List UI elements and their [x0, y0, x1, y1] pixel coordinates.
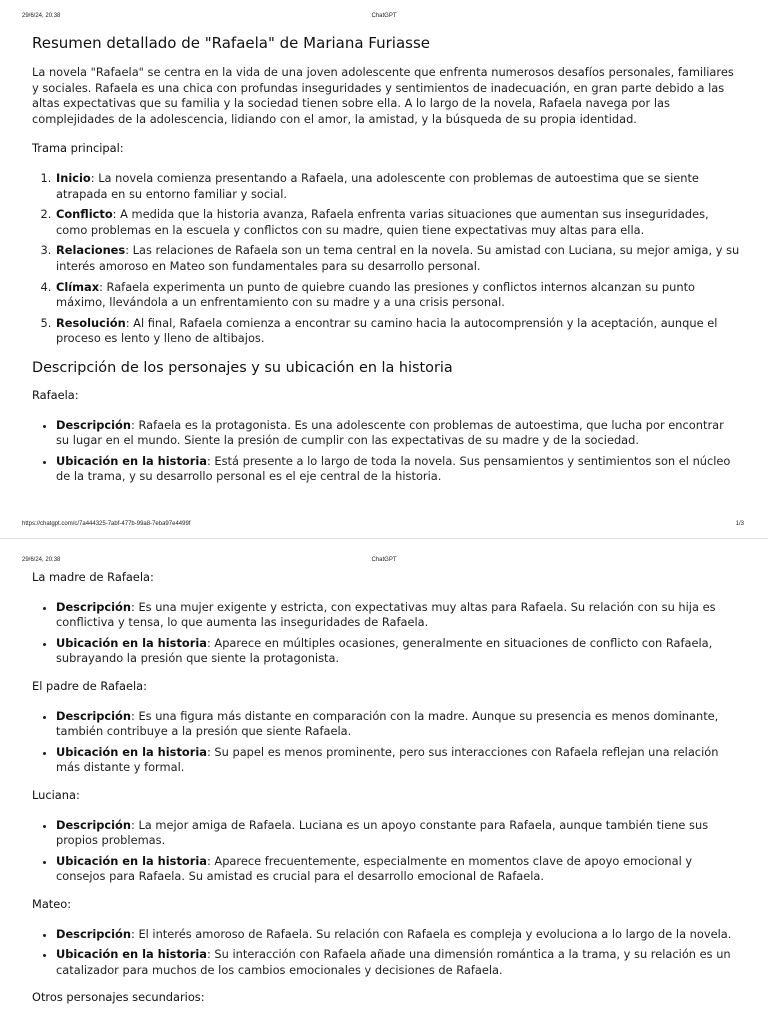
detail-text: : Rafaela es la protagonista. Es una adolescente con problemas de autoestima, que lucha por encontrar su lugar en el mundo. Siente la presión de cumplir con las expectativas de su madre y de la sociedad. [56, 417, 724, 448]
detail-term: Ubicación en la historia [56, 635, 207, 650]
detail-term: Descripción [56, 708, 131, 723]
print-footer-page-number: 1/3 [735, 521, 744, 527]
character-detail [55, 454, 740, 485]
plot-item-term: Inicio [56, 170, 91, 185]
plot-item [55, 316, 740, 347]
detail-term: Descripción [56, 599, 131, 614]
plot-item-text: : La novela comienza presentando a Rafaela, una adolescente con problemas de autoestima que se siente atrapada en su entorno familiar y social. [56, 170, 699, 201]
print-header-date: 29/6/24, 20:38 [22, 13, 61, 19]
detail-term: Descripción [56, 817, 131, 832]
character-details-list [32, 600, 740, 667]
page-1-content [32, 33, 740, 497]
plot-item-term: Relaciones [56, 243, 126, 258]
character-details-list [32, 927, 740, 979]
character-detail [55, 818, 740, 849]
character-details-list [32, 709, 740, 776]
detail-text: : Es una mujer exigente y estricta, con expectativas muy altas para Rafaela. Su relación con su hija es conflictiva y tensa, lo que aumenta las inseguridades de Rafaela. [56, 599, 716, 630]
print-header-date: 29/6/24, 20:38 [22, 557, 61, 563]
character-name: Luciana: [32, 787, 80, 802]
detail-term: Descripción [56, 926, 131, 941]
plot-item-text: : Al final, Rafaela comienza a encontrar su camino hacia la autocomprensión y la aceptación, aunque el proceso es lento y lleno de altibajos. [56, 315, 718, 346]
detail-text: : Su interacción con Rafaela añade una dimensión romántica a la trama, y su relación es un catalizador para muchos de los cambios emocionales y decisiones de Rafaela. [56, 947, 731, 977]
character-detail [55, 927, 740, 943]
character-detail [55, 709, 740, 740]
character-detail [55, 947, 740, 978]
detail-text: : Aparece frecuentemente, especialmente en momentos clave de apoyo emocional y consejos para Rafaela. Su amistad es crucial para el desarrollo emocional de Rafaela. [56, 853, 693, 884]
character-detail [55, 418, 740, 449]
plot-item [55, 280, 740, 311]
plot-item-term: Clímax [56, 279, 100, 294]
plot-item [55, 171, 740, 202]
plot-item [55, 207, 740, 238]
plot-heading: Trama principal: [32, 141, 124, 156]
plot-item-term: Resolución [56, 315, 126, 330]
character-details-list [32, 418, 740, 485]
intro-paragraph: La novela "Rafaela" se centra en la vida de una joven adolescente que enfrenta numerosos desafíos personales, familiares y sociales. Rafaela es una chica con profundas inseguridades y sentimientos de inadecuación, en gran parte debido a las altas expectativas que su familia y la sociedad tienen sobre ella. A lo largo de la novela, Rafaela navega por las complejidades de la adolescencia, lidiando con el amor, la amistad, y la búsqueda de su propia identidad. [32, 65, 734, 126]
character-name: El padre de Rafaela: [32, 678, 147, 693]
character-name: Rafaela: [32, 387, 79, 402]
character-name: La madre de Rafaela: [32, 570, 154, 584]
character-detail [55, 600, 740, 631]
detail-term: Ubicación en la historia [56, 744, 207, 759]
detail-text: : El interés amoroso de Rafaela. Su relación con Rafaela es compleja y evoluciona a lo largo de la novela. [130, 926, 732, 941]
detail-term: Descripción [56, 417, 131, 432]
print-header-title: ChatGPT [371, 557, 397, 563]
detail-term: Ubicación en la historia [56, 947, 207, 962]
print-footer-url: https://chatgpt.com/c/7a444325-7abf-477b-99a8-7eba97e4499f [22, 521, 191, 527]
detail-term: Ubicación en la historia [56, 453, 207, 468]
character-detail [55, 636, 740, 667]
page-2-content [32, 570, 740, 1020]
detail-term: Ubicación en la historia [56, 853, 207, 868]
plot-item [55, 243, 740, 274]
document-title: Resumen detallado de "Rafaela" de Mariana Furiasse [32, 34, 431, 52]
character-name: Mateo: [32, 896, 72, 911]
detail-text: : Es una figura más distante en comparación con la madre. Aunque su presencia es menos dominante, también contribuye a la presión que siente Rafaela. [56, 708, 719, 739]
pdf-page-2 [0, 550, 768, 1024]
detail-text: : Su papel es menos prominente, pero sus interacciones con Rafaela reflejan una relación más distante y formal. [56, 744, 719, 775]
detail-text: : La mejor amiga de Rafaela. Luciana es un apoyo constante para Rafaela, aunque también tiene sus propios problemas. [56, 817, 709, 848]
plot-item-text: : Las relaciones de Rafaela son un tema central en la novela. Su amistad con Luciana, su mejor amiga, y su interés amoroso en Mateo son fundamentales para su desarrollo personal. [56, 243, 740, 273]
plot-list [32, 171, 740, 347]
plot-item-text: : Rafaela experimenta un punto de quiebre cuando las presiones y conflictos internos alcanzan su punto máximo, llevándola a un enfrentamiento con su madre y a una crisis personal. [56, 279, 696, 310]
character-details-list [32, 818, 740, 885]
plot-item-term: Conflicto [56, 207, 113, 222]
detail-text: : Está presente a lo largo de toda la novela. Sus pensamientos y sentimientos son el núcleo de la trama, y su desarrollo personal es el eje central de la historia. [56, 453, 731, 484]
plot-item-text: : A medida que la historia avanza, Rafaela enfrenta varias situaciones que aumentan sus inseguridades, como problemas en la escuela y conflictos con su madre, quien tiene expectativas muy altas para ella. [56, 207, 709, 237]
character-detail [55, 854, 740, 885]
secondary-characters-heading: Otros personajes secundarios: [32, 990, 205, 1005]
detail-text: : Aparece en múltiples ocasiones, generalmente en situaciones de conflicto con Rafaela, subrayando la presión que siente la protagonista. [56, 635, 713, 666]
character-detail [55, 745, 740, 776]
characters-heading: Descripción de los personajes y su ubicación en la historia [32, 359, 453, 376]
print-header-title: ChatGPT [371, 13, 397, 19]
